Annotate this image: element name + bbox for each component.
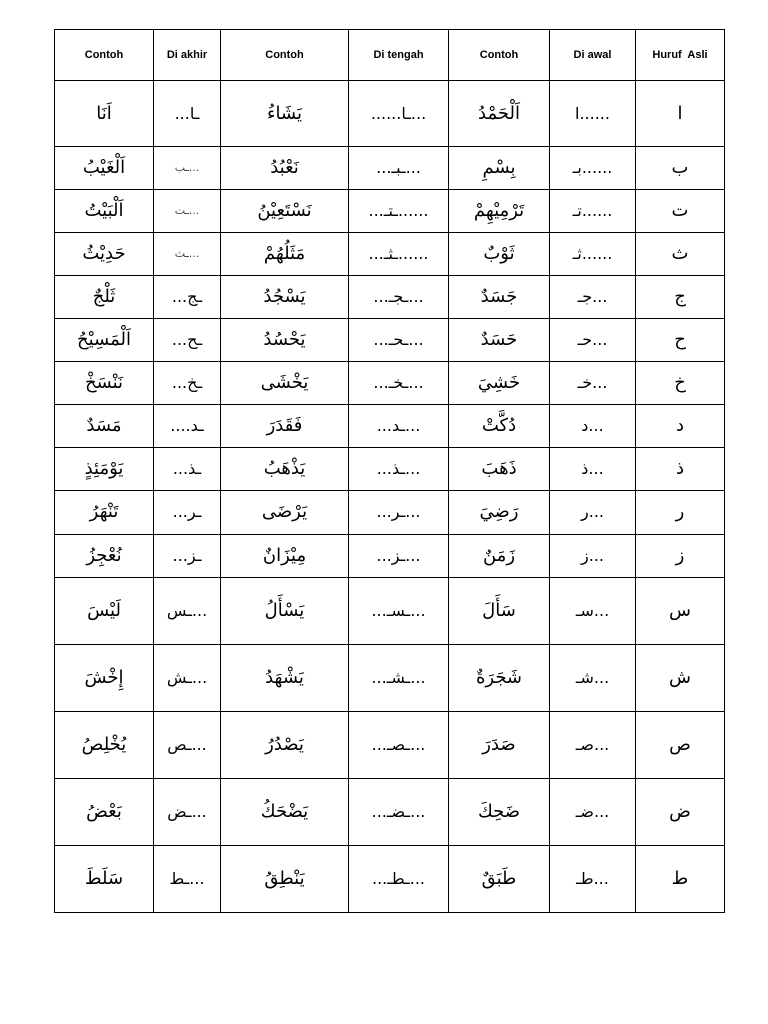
header-di-tengah: Di tengah: [349, 30, 449, 81]
form-initial: ...ر: [550, 491, 636, 534]
letter-row: [55, 81, 725, 147]
form-final: ...ـط: [154, 845, 221, 912]
example-initial: خَشِيَ: [449, 362, 550, 405]
form-initial: ...طـ: [550, 845, 636, 912]
form-initial: ......ا: [550, 81, 636, 147]
form-medial: ...ـا......: [349, 81, 449, 147]
form-medial: ......ـثـ...: [349, 233, 449, 276]
example-initial: ذَهَبَ: [449, 448, 550, 491]
form-initial: ...ضـ: [550, 778, 636, 845]
example-medial: يَسْجُدُ: [221, 276, 349, 319]
original-letter: ت: [636, 190, 725, 233]
example-final: مَسَدٌ: [55, 405, 154, 448]
form-final: ـز...: [154, 534, 221, 577]
original-letter: ص: [636, 711, 725, 778]
form-final: ـح...: [154, 319, 221, 362]
letter-row: [55, 233, 725, 276]
example-initial: اَلْحَمْدُ: [449, 81, 550, 147]
original-letter: د: [636, 405, 725, 448]
form-initial: ...ذ: [550, 448, 636, 491]
example-initial: رَضِيَ: [449, 491, 550, 534]
form-initial: ...سـ: [550, 577, 636, 644]
original-letter: ش: [636, 644, 725, 711]
example-initial: تَرْمِيْهِمْ: [449, 190, 550, 233]
form-initial: ...شـ: [550, 644, 636, 711]
letter-row: [55, 644, 725, 711]
example-medial: يَذْهَبُ: [221, 448, 349, 491]
example-final: سَلَطَ: [55, 845, 154, 912]
example-initial: طَبَقٌ: [449, 845, 550, 912]
form-medial: ...ـر...: [349, 491, 449, 534]
example-medial: فَقَدَرَ: [221, 405, 349, 448]
form-medial: ...ـخـ...: [349, 362, 449, 405]
form-initial: ...خـ: [550, 362, 636, 405]
header-contoh-akhir: Contoh: [55, 30, 154, 81]
letter-row: [55, 711, 725, 778]
form-initial: ...د: [550, 405, 636, 448]
original-letter: ر: [636, 491, 725, 534]
example-medial: مَثَلُهُمْ: [221, 233, 349, 276]
form-final: ـد....: [154, 405, 221, 448]
form-initial: ...جـ: [550, 276, 636, 319]
form-medial: ...ـشـ...: [349, 644, 449, 711]
example-initial: سَأَلَ: [449, 577, 550, 644]
original-letter: ح: [636, 319, 725, 362]
letter-row: [55, 577, 725, 644]
header-di-akhir: Di akhir: [154, 30, 221, 81]
example-medial: يَنْطِقُ: [221, 845, 349, 912]
form-final: ـر...: [154, 491, 221, 534]
example-final: ثَلْجٌ: [55, 276, 154, 319]
example-final: اَلْمَسِيْحُ: [55, 319, 154, 362]
form-medial: ...ـز...: [349, 534, 449, 577]
example-initial: صَدَرَ: [449, 711, 550, 778]
form-final: ...ـب: [154, 147, 221, 190]
original-letter: ط: [636, 845, 725, 912]
form-final: ...ـت: [154, 190, 221, 233]
form-final: ـا...: [154, 81, 221, 147]
form-final: ...ـص: [154, 711, 221, 778]
letter-row: [55, 190, 725, 233]
example-initial: ثَوْبٌ: [449, 233, 550, 276]
example-medial: مِيْزَانٌ: [221, 534, 349, 577]
letter-row: [55, 362, 725, 405]
hijaiyah-letter-forms-table: [54, 29, 725, 913]
original-letter: ج: [636, 276, 725, 319]
form-medial: ...ـذ...: [349, 448, 449, 491]
form-medial: ...ـبـ...: [349, 147, 449, 190]
form-final: ...ـض: [154, 778, 221, 845]
example-medial: يَضْحَكُ: [221, 778, 349, 845]
header-huruf-asli: Huruf Asli: [636, 30, 725, 81]
example-medial: يَسْأَلُ: [221, 577, 349, 644]
example-medial: نَعْبُدُ: [221, 147, 349, 190]
example-final: اَنَا: [55, 81, 154, 147]
form-medial: ...ـصـ...: [349, 711, 449, 778]
example-initial: زَمَنٌ: [449, 534, 550, 577]
example-initial: ضَحِكَ: [449, 778, 550, 845]
letter-row: [55, 147, 725, 190]
example-final: نُعْجِزُ: [55, 534, 154, 577]
form-initial: ...ز: [550, 534, 636, 577]
form-final: ـخ...: [154, 362, 221, 405]
example-initial: دُكَّتْ: [449, 405, 550, 448]
example-medial: يَرْضَى: [221, 491, 349, 534]
form-medial: ...ـد...: [349, 405, 449, 448]
example-medial: يَحْسُدُ: [221, 319, 349, 362]
example-final: حَدِيْثُ: [55, 233, 154, 276]
example-medial: يَخْشَى: [221, 362, 349, 405]
form-medial: ...ـضـ...: [349, 778, 449, 845]
letter-row: [55, 845, 725, 912]
original-letter: ذ: [636, 448, 725, 491]
letter-row: [55, 319, 725, 362]
form-initial: ......ثـ: [550, 233, 636, 276]
header-contoh-tengah: Contoh: [221, 30, 349, 81]
form-medial: ......ـتـ...: [349, 190, 449, 233]
example-final: لَيْسَ: [55, 577, 154, 644]
original-letter: ب: [636, 147, 725, 190]
example-initial: حَسَدٌ: [449, 319, 550, 362]
example-final: اَلْبَيْتُ: [55, 190, 154, 233]
form-initial: ......بـ: [550, 147, 636, 190]
form-initial: ...حـ: [550, 319, 636, 362]
example-initial: بِسْمِ: [449, 147, 550, 190]
letter-row: [55, 448, 725, 491]
form-medial: ...ـسـ...: [349, 577, 449, 644]
form-final: ...ـث: [154, 233, 221, 276]
example-final: يُخْلِصُ: [55, 711, 154, 778]
form-initial: ......تـ: [550, 190, 636, 233]
letter-row: [55, 778, 725, 845]
example-initial: شَجَرَةٌ: [449, 644, 550, 711]
original-letter: ض: [636, 778, 725, 845]
original-letter: خ: [636, 362, 725, 405]
header-di-awal: Di awal: [550, 30, 636, 81]
form-final: ـذ...: [154, 448, 221, 491]
form-medial: ...ـجـ...: [349, 276, 449, 319]
form-final: ...ـش: [154, 644, 221, 711]
form-final: ـج...: [154, 276, 221, 319]
example-final: اَلْغَيْبُ: [55, 147, 154, 190]
example-medial: نَسْتَعِيْنُ: [221, 190, 349, 233]
example-medial: يَشَاءُ: [221, 81, 349, 147]
original-letter: س: [636, 577, 725, 644]
header-contoh-awal: Contoh: [449, 30, 550, 81]
letter-row: [55, 491, 725, 534]
example-final: نَنْسَخْ: [55, 362, 154, 405]
original-letter: ا: [636, 81, 725, 147]
example-initial: جَسَدٌ: [449, 276, 550, 319]
letter-row: [55, 534, 725, 577]
letter-row: [55, 405, 725, 448]
example-medial: يَشْهَدُ: [221, 644, 349, 711]
example-medial: يَصْدُرُ: [221, 711, 349, 778]
example-final: بَعْضُ: [55, 778, 154, 845]
form-final: ...ـس: [154, 577, 221, 644]
header-row: [55, 30, 725, 81]
original-letter: ز: [636, 534, 725, 577]
original-letter: ث: [636, 233, 725, 276]
form-initial: ...صـ: [550, 711, 636, 778]
letter-row: [55, 276, 725, 319]
example-final: تَنْهَرُ: [55, 491, 154, 534]
form-medial: ...ـحـ...: [349, 319, 449, 362]
form-medial: ...ـطـ...: [349, 845, 449, 912]
example-final: إِخْشَ: [55, 644, 154, 711]
example-final: يَوْمَئِذٍ: [55, 448, 154, 491]
